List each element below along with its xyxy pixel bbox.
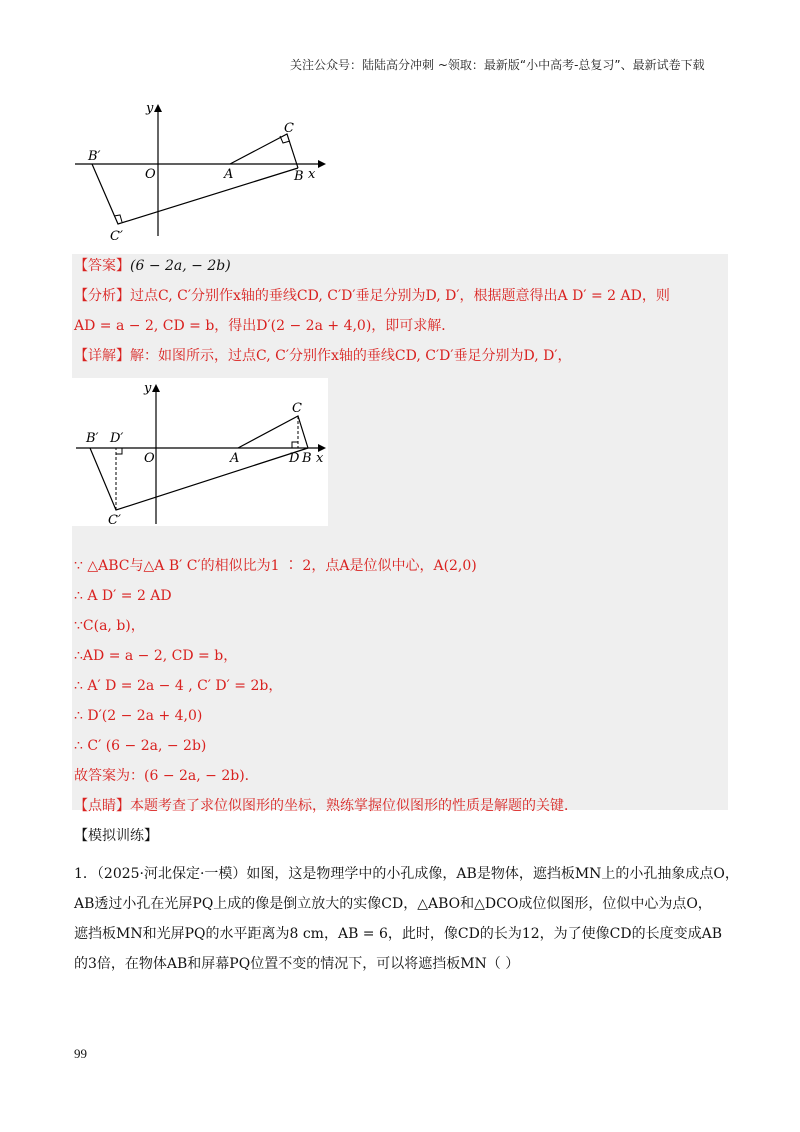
label-o: O [144,451,155,466]
question-1-line-1: 1．（2025·河北保定·一模）如图，这是物理学中的小孔成像，AB是物体，遮挡板MN上的小孔抽象成点O， [74,866,739,882]
label-x: x [308,167,316,182]
practice-title: 【模拟训练】 [74,828,158,844]
y-axis-arrow [152,384,160,392]
right-angle-mark-d [292,442,298,448]
label-y: y [144,381,152,396]
answer-value: (6 − 2a, − 2b) [130,258,231,274]
question-1-line-4: 的3倍，在物体AB和屏幕PQ位置不变的情况下，可以将遮挡板MN（ ） [74,956,520,972]
label-x: x [316,451,324,466]
step-6: ∴ D′(2 − 2a + 4,0) [74,708,203,724]
question-1-line-2: AB透过小孔在光屏PQ上成的像是倒立放大的实像CD，△ABO和△DCO成位似图形，位似中心为点O， [74,896,712,912]
label-b-prime: B′ [88,149,101,164]
label-d-prime: D′ [110,431,124,446]
label-c: C [284,121,294,136]
label-a: A [230,451,240,466]
analysis-tag: 【分析】 [74,288,130,304]
label-b: B [294,169,304,184]
label-d: D [289,451,300,466]
page-header: 关注公众号：陆陆高分冲刺 ~领取：最新版“小中高考-总复习”、最新试卷下载 [290,58,705,72]
label-a: A [224,167,234,182]
comment-line [74,796,578,816]
label-b: B [302,451,312,466]
step-4: ∴AD = a − 2, CD = b， [74,648,238,664]
solution-panel [72,254,728,810]
comment-text: 本题考查了求位似图形的坐标，熟练掌握位似图形的性质是解题的关键． [130,798,578,814]
right-angle-mark-dp [116,448,122,454]
step-5: ∴ A′ D = 2a − 4 , C′ D′ = 2b， [74,678,283,694]
step-3: ∵C(a, b)， [74,618,145,634]
page-number: 99 [74,1046,87,1061]
answer-tag: 【答案】 [74,258,130,274]
step-1: ∵ △ABC与△A B′ C′的相似比为1 ∶ 2，点A是位似中心，A(2,0) [74,558,477,574]
answer-line [74,256,231,276]
triangle-abc-prime [92,164,298,224]
analysis-text-1: 过点C, C′分别作x轴的垂线CD, C′D′垂足分别为D, D′，根据题意得出A D′ = 2 AD，则 [130,288,670,304]
figure-1-diagram [70,96,330,246]
label-c: C [292,401,302,416]
detail-tag: 【详解】 [74,348,130,364]
label-b-prime: B′ [86,431,99,446]
step-2: ∴ A D′ = 2 AD [74,588,172,604]
figure-2-diagram [72,378,328,526]
question-1-line-3: 遮挡板MN和光屏PQ的水平距离为8 cm，AB = 6，此时，像CD的长为12，为了使像CD的长度变成AB [74,926,722,942]
analysis-line-2: AD = a − 2, CD = b，得出D′(2 − 2a + 4,0)，即可求解． [74,318,456,334]
step-8: 故答案为：(6 − 2a, − 2b)． [74,768,259,784]
x-axis-arrow [318,160,326,168]
detail-text-1: 解：如图所示，过点C, C′分别作x轴的垂线CD, C′D′垂足分别为D, D′， [130,348,572,364]
label-c-prime: C′ [108,513,121,526]
label-o: O [145,167,156,182]
analysis-line-1 [74,286,670,306]
step-7: ∴ C′ (6 − 2a, − 2b) [74,738,207,754]
label-y: y [146,101,154,116]
detail-line-1 [74,346,572,366]
comment-tag: 【点睛】 [74,798,130,814]
triangle-abc [230,134,298,168]
y-axis-arrow [154,104,162,112]
label-c-prime: C′ [110,229,123,244]
triangle-abc-prime [90,448,308,510]
